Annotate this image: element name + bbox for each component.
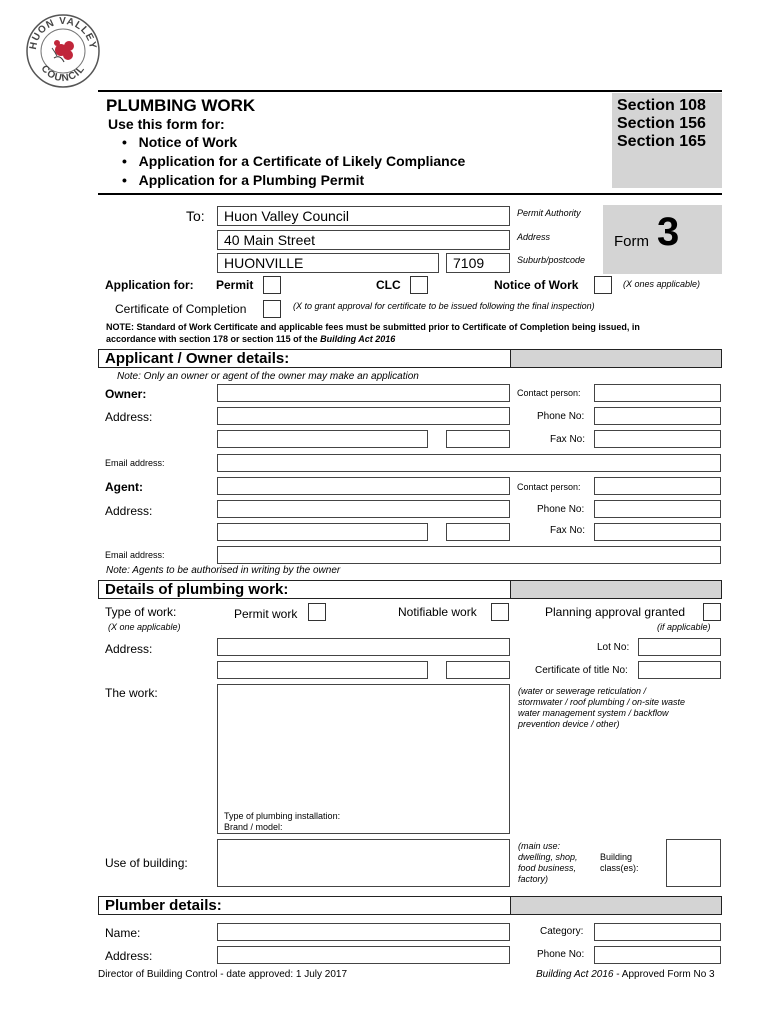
owner-contact-label: Contact person: bbox=[517, 388, 581, 398]
building-class-1: Building bbox=[600, 852, 633, 862]
lot-no-field[interactable] bbox=[638, 638, 721, 656]
plumber-phone-label: Phone No: bbox=[537, 949, 585, 960]
owner-email-field[interactable] bbox=[217, 454, 721, 472]
agent-field[interactable] bbox=[217, 477, 510, 495]
owner-fax-label: Fax No: bbox=[550, 434, 586, 445]
form-word: Form bbox=[614, 233, 649, 250]
agent-label: Agent: bbox=[105, 480, 143, 494]
work-hint-3: water management system / backflow bbox=[518, 708, 669, 718]
applicant-section-header bbox=[98, 349, 722, 368]
agent-contact-field[interactable] bbox=[594, 477, 721, 495]
the-work-label: The work: bbox=[105, 686, 158, 700]
main-use-3: food business, bbox=[518, 863, 577, 873]
planning-approval-label: Planning approval granted bbox=[545, 605, 686, 619]
notifiable-work-checkbox[interactable] bbox=[491, 603, 509, 621]
x-applicable-note: (X ones applicable) bbox=[623, 279, 701, 289]
owner-address-label: Address: bbox=[105, 410, 153, 424]
footer-left: Director of Building Control - date approved: 1 July 2017 bbox=[98, 969, 348, 980]
owner-address-field-1[interactable] bbox=[217, 407, 510, 425]
footer-right: Building Act 2016 - Approved Form No 3 bbox=[536, 969, 715, 980]
owner-only-note: Note: Only an owner or agent of the owner may make an application bbox=[117, 371, 419, 382]
flower-logo-icon bbox=[52, 40, 74, 62]
cert-title-field[interactable] bbox=[638, 661, 721, 679]
plumber-address-field[interactable] bbox=[217, 946, 510, 964]
building-class-2: class(es): bbox=[600, 863, 639, 873]
authority-value: Huon Valley Council bbox=[224, 208, 350, 224]
main-use-4: factory) bbox=[518, 874, 549, 884]
council-logo bbox=[24, 12, 102, 90]
suburb-caption: Suburb/postcode bbox=[517, 255, 586, 265]
address-caption: Address bbox=[517, 232, 551, 242]
section-108: Section 108 bbox=[617, 97, 706, 114]
work-address-field-2[interactable] bbox=[217, 661, 428, 679]
permit-checkbox[interactable] bbox=[263, 276, 281, 294]
section-156: Section 156 bbox=[617, 115, 706, 132]
logo-bottom-text: COUNCIL bbox=[38, 63, 88, 85]
application-label: Application for: bbox=[105, 278, 194, 292]
owner-postcode-field[interactable] bbox=[446, 430, 510, 448]
agent-phone-label: Phone No: bbox=[537, 504, 585, 515]
owner-phone-field[interactable] bbox=[594, 407, 721, 425]
notice-label: Notice of Work bbox=[494, 278, 579, 292]
work-postcode-field[interactable] bbox=[446, 661, 510, 679]
authority-field[interactable] bbox=[217, 206, 510, 226]
bullet-clc: • Application for a Certificate of Likely Compliance bbox=[122, 153, 466, 169]
work-hint-2: stormwater / roof plumbing / on-site waste bbox=[518, 697, 686, 707]
form-number: 3 bbox=[657, 210, 680, 254]
owner-field[interactable] bbox=[217, 384, 510, 402]
to-label: To: bbox=[186, 208, 205, 224]
clc-label: CLC bbox=[376, 278, 401, 292]
category-field[interactable] bbox=[594, 923, 721, 941]
form-title: PLUMBING WORK bbox=[106, 96, 256, 115]
planning-approval-checkbox[interactable] bbox=[703, 603, 721, 621]
notice-checkbox[interactable] bbox=[594, 276, 612, 294]
owner-label: Owner: bbox=[105, 387, 147, 401]
work-hint-1: (water or sewerage reticulation / bbox=[518, 686, 647, 696]
owner-email-label: Email address: bbox=[105, 458, 165, 468]
agent-address-label: Address: bbox=[105, 504, 153, 518]
agent-email-field[interactable] bbox=[217, 546, 721, 564]
certificate-checkbox[interactable] bbox=[263, 300, 281, 318]
plumber-section-header bbox=[98, 896, 722, 915]
plumbing-heading: Details of plumbing work: bbox=[105, 581, 289, 598]
agent-address-field-2[interactable] bbox=[217, 523, 428, 541]
x-one-note: (X one applicable) bbox=[108, 622, 181, 632]
address-value: 40 Main Street bbox=[224, 232, 316, 248]
suburb-field[interactable] bbox=[217, 253, 439, 273]
certificate-note: (X to grant approval for certificate to be issued following the final inspection) bbox=[293, 301, 595, 311]
plumbing-section-header bbox=[98, 580, 722, 599]
notifiable-work-label: Notifiable work bbox=[398, 605, 477, 619]
agent-contact-label: Contact person: bbox=[517, 482, 581, 492]
applicant-heading: Applicant / Owner details: bbox=[105, 350, 290, 367]
header-top-rule bbox=[98, 90, 722, 92]
plumber-heading: Plumber details: bbox=[105, 897, 222, 914]
cert-title-label: Certificate of title No: bbox=[535, 665, 628, 676]
logo-top-text: HUON VALLEY bbox=[27, 15, 99, 51]
lot-no-label: Lot No: bbox=[597, 642, 630, 653]
postcode-value: 7109 bbox=[453, 255, 485, 271]
plumber-phone-field[interactable] bbox=[594, 946, 721, 964]
address-field[interactable] bbox=[217, 230, 510, 250]
plumber-address-label: Address: bbox=[105, 949, 153, 963]
main-use-1: (main use: bbox=[518, 841, 561, 851]
the-work-field[interactable] bbox=[217, 684, 510, 834]
suburb-value: HUONVILLE bbox=[224, 255, 304, 271]
logo-seal bbox=[24, 12, 102, 90]
authority-caption: Permit Authority bbox=[517, 208, 581, 218]
bullet-notice: • Notice of Work bbox=[122, 134, 238, 150]
agent-email-label: Email address: bbox=[105, 550, 165, 560]
if-applicable-note: (if applicable) bbox=[657, 622, 711, 632]
type-of-work-label: Type of work: bbox=[105, 605, 177, 619]
agent-note: Note: Agents to be authorised in writing by the owner bbox=[106, 565, 341, 576]
clc-checkbox[interactable] bbox=[410, 276, 428, 294]
permit-work-checkbox[interactable] bbox=[308, 603, 326, 621]
work-hint-4: prevention device / other) bbox=[518, 719, 620, 729]
postcode-field[interactable] bbox=[446, 253, 510, 273]
certificate-label: Certificate of Completion bbox=[115, 302, 247, 316]
permit-work-label: Permit work bbox=[234, 607, 298, 621]
plumber-name-field[interactable] bbox=[217, 923, 510, 941]
agent-fax-label: Fax No: bbox=[550, 525, 586, 536]
use-of-building-field[interactable] bbox=[217, 839, 510, 887]
work-address-label: Address: bbox=[105, 642, 153, 656]
owner-contact-field[interactable] bbox=[594, 384, 721, 402]
agent-postcode-field[interactable] bbox=[446, 523, 510, 541]
use-form-for: Use this form for: bbox=[108, 116, 225, 132]
note-line-2: accordance with section 178 or section 115 of the Building Act 2016 bbox=[106, 334, 396, 344]
building-class-field[interactable] bbox=[666, 839, 721, 887]
owner-fax-field[interactable] bbox=[594, 430, 721, 448]
use-of-building-label: Use of building: bbox=[105, 856, 188, 870]
agent-fax-field[interactable] bbox=[594, 523, 721, 541]
note-line-1: NOTE: Standard of Work Certificate and applicable fees must be submitted prior to Certificate of Completion being issued, in bbox=[106, 322, 640, 332]
install-type-label: Type of plumbing installation: bbox=[224, 811, 341, 821]
work-address-field-1[interactable] bbox=[217, 638, 510, 656]
permit-label: Permit bbox=[216, 278, 254, 292]
svg-text:COUNCIL bbox=[39, 63, 88, 84]
header-bottom-rule bbox=[98, 193, 722, 195]
main-use-2: dwelling, shop, bbox=[518, 852, 578, 862]
agent-address-field-1[interactable] bbox=[217, 500, 510, 518]
bullet-permit: • Application for a Plumbing Permit bbox=[122, 172, 365, 188]
section-165: Section 165 bbox=[617, 133, 706, 150]
owner-phone-label: Phone No: bbox=[537, 411, 585, 422]
category-label: Category: bbox=[540, 926, 584, 937]
agent-phone-field[interactable] bbox=[594, 500, 721, 518]
plumber-name-label: Name: bbox=[105, 926, 141, 940]
brand-model-label: Brand / model: bbox=[224, 822, 283, 832]
owner-address-field-2[interactable] bbox=[217, 430, 428, 448]
